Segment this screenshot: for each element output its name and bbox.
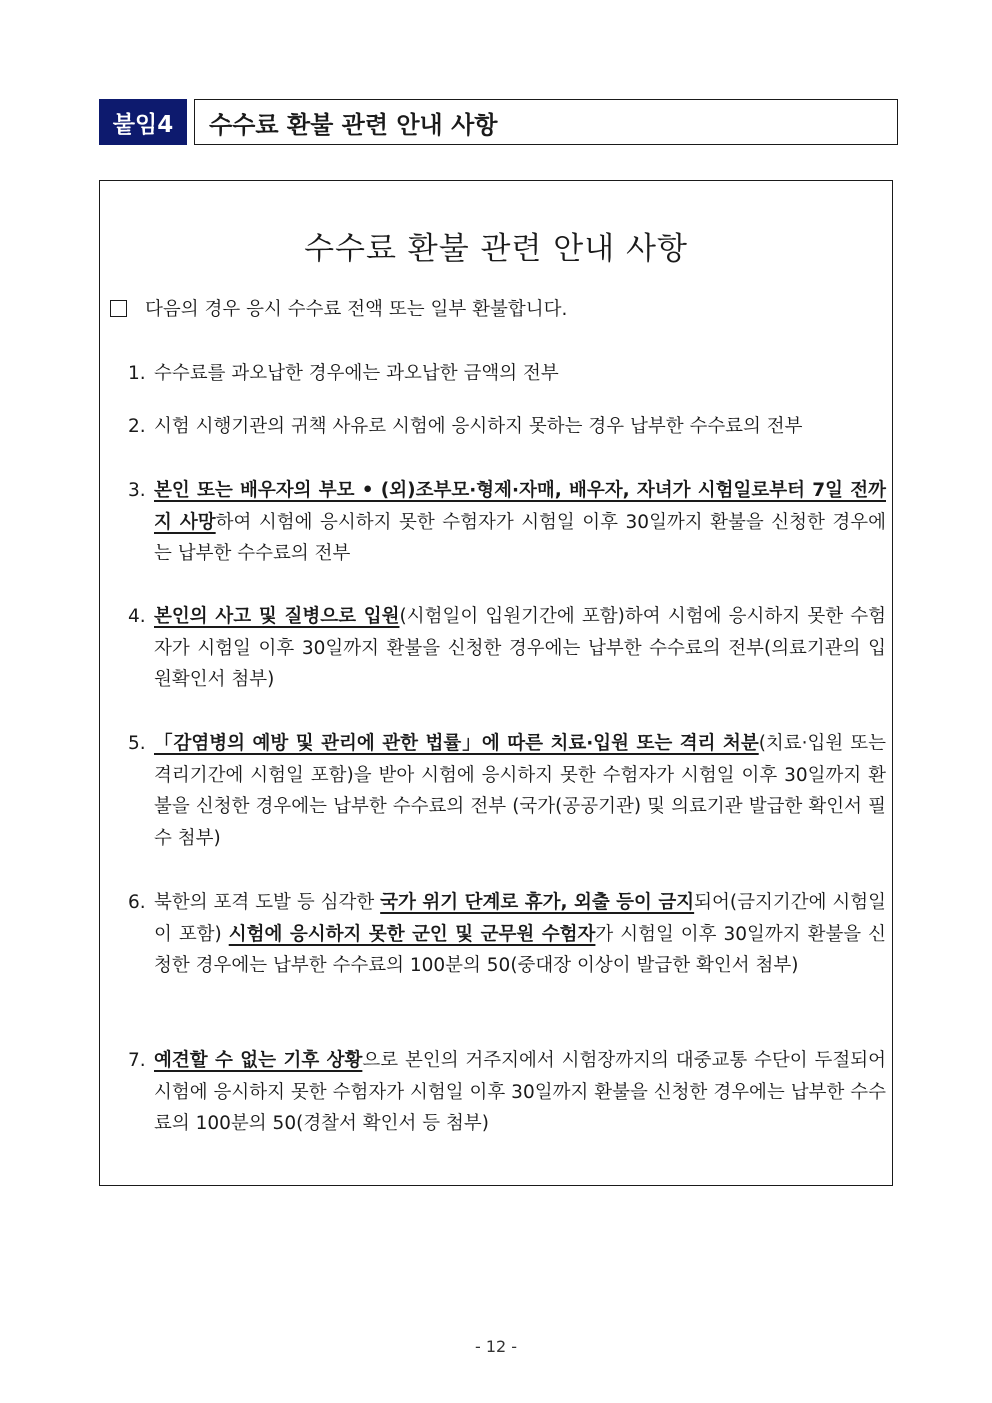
notice-box (99, 180, 893, 1186)
list-item-5 (128, 728, 886, 854)
item-plain-text: (치료·입원 또는 격리기간에 시험일 포함)을 받아 시험에 응시하지 못한 수험자가 시험일 이후 30일까지 환불을 신청한 경우에는 납부한 수수료의 전부 (국가(공공기관) 및 의료기관 발급한 확인서 필수 첨부) (154, 733, 886, 849)
item-plain-text: 되어(금지기간에 시험일이 포함) (154, 892, 886, 945)
item-emphasis-text: 시험에 응시하지 못한 군인 및 군무원 수험자 (228, 923, 596, 945)
item-emphasis-text: 「감염병의 예방 및 관리에 관한 법률」에 따른 치료·입원 또는 격리 처분 (154, 733, 759, 754)
item-plain-text: 가 시험일 이후 30일까지 환불을 신청한 경우에는 납부한 수수료의 100분의 50(중대장 이상이 발급한 확인서 첨부) (154, 923, 886, 976)
box-title: 수수료 환불 관련 안내 사항 (304, 231, 688, 267)
item-text (154, 1045, 886, 1140)
item-emphasis-text: 국가 위기 단계로 휴가, 외출 등이 금지 (380, 892, 695, 913)
item-plain-text: 으로 본인의 거주지에서 시험장까지의 대중교통 수단이 두절되어 시험에 응시하지 못한 수험자가 시험일 이후 30일까지 환불을 신청한 경우에는 납부한 수수료의 100분의 50(경찰서 확인서 등 첨부) (154, 1050, 886, 1134)
checkbox-square-icon (110, 300, 127, 317)
list-item-1 (128, 358, 886, 390)
item-text (154, 475, 886, 570)
list-item-6 (128, 887, 886, 982)
item-plain-text: 시험 시행기관의 귀책 사유로 시험에 응시하지 못하는 경우 납부한 수수료의 전부 (154, 416, 803, 437)
item-text (154, 887, 886, 982)
item-number: 2. (128, 416, 146, 437)
intro-text: 다음의 경우 응시 수수료 전액 또는 일부 환불합니다. (145, 299, 568, 320)
item-number: 4. (128, 606, 146, 627)
attachment-header (99, 99, 899, 145)
item-text (154, 728, 886, 854)
item-text (154, 358, 886, 390)
item-number: 5. (128, 733, 146, 754)
item-emphasis-text: 본인의 사고 및 질병으로 입원 (154, 606, 400, 627)
page-number: - 12 - (474, 1337, 518, 1356)
item-emphasis-text: 본인 또는 배우자의 부모 • (외)조부모·형제·자매, 배우자, 자녀가 시험일로부터 7일 전까지 사망 (154, 480, 886, 533)
item-emphasis-text: 예견할 수 없는 기후 상황 (154, 1050, 363, 1071)
item-plain-text: 수수료를 과오납한 경우에는 과오납한 금액의 전부 (154, 363, 559, 384)
list-item-2 (128, 411, 886, 443)
item-plain-text: 북한의 포격 도발 등 심각한 (154, 892, 381, 913)
item-number: 6. (128, 892, 146, 913)
item-text (154, 601, 886, 696)
item-number: 1. (128, 363, 146, 384)
list-item-7 (128, 1045, 886, 1140)
item-number: 3. (128, 480, 146, 501)
item-plain-text: (시험일이 입원기간에 포함)하여 시험에 응시하지 못한 수험자가 시험일 이후 30일까지 환불을 신청한 경우에는 납부한 수수료의 전부(의료기관의 입원확인서 첨부) (154, 606, 887, 690)
list-item-3 (128, 475, 886, 570)
intro-line (110, 295, 567, 321)
header-title: 수수료 환불 관련 안내 사항 (194, 99, 898, 145)
item-plain-text: 하여 시험에 응시하지 못한 수험자가 시험일 이후 30일까지 환불을 신청한 경우에는 납부한 수수료의 전부 (154, 511, 886, 564)
item-text (154, 411, 886, 443)
item-number: 7. (128, 1050, 146, 1071)
attachment-badge: 붙임4 (99, 99, 187, 145)
list-item-4 (128, 601, 886, 696)
